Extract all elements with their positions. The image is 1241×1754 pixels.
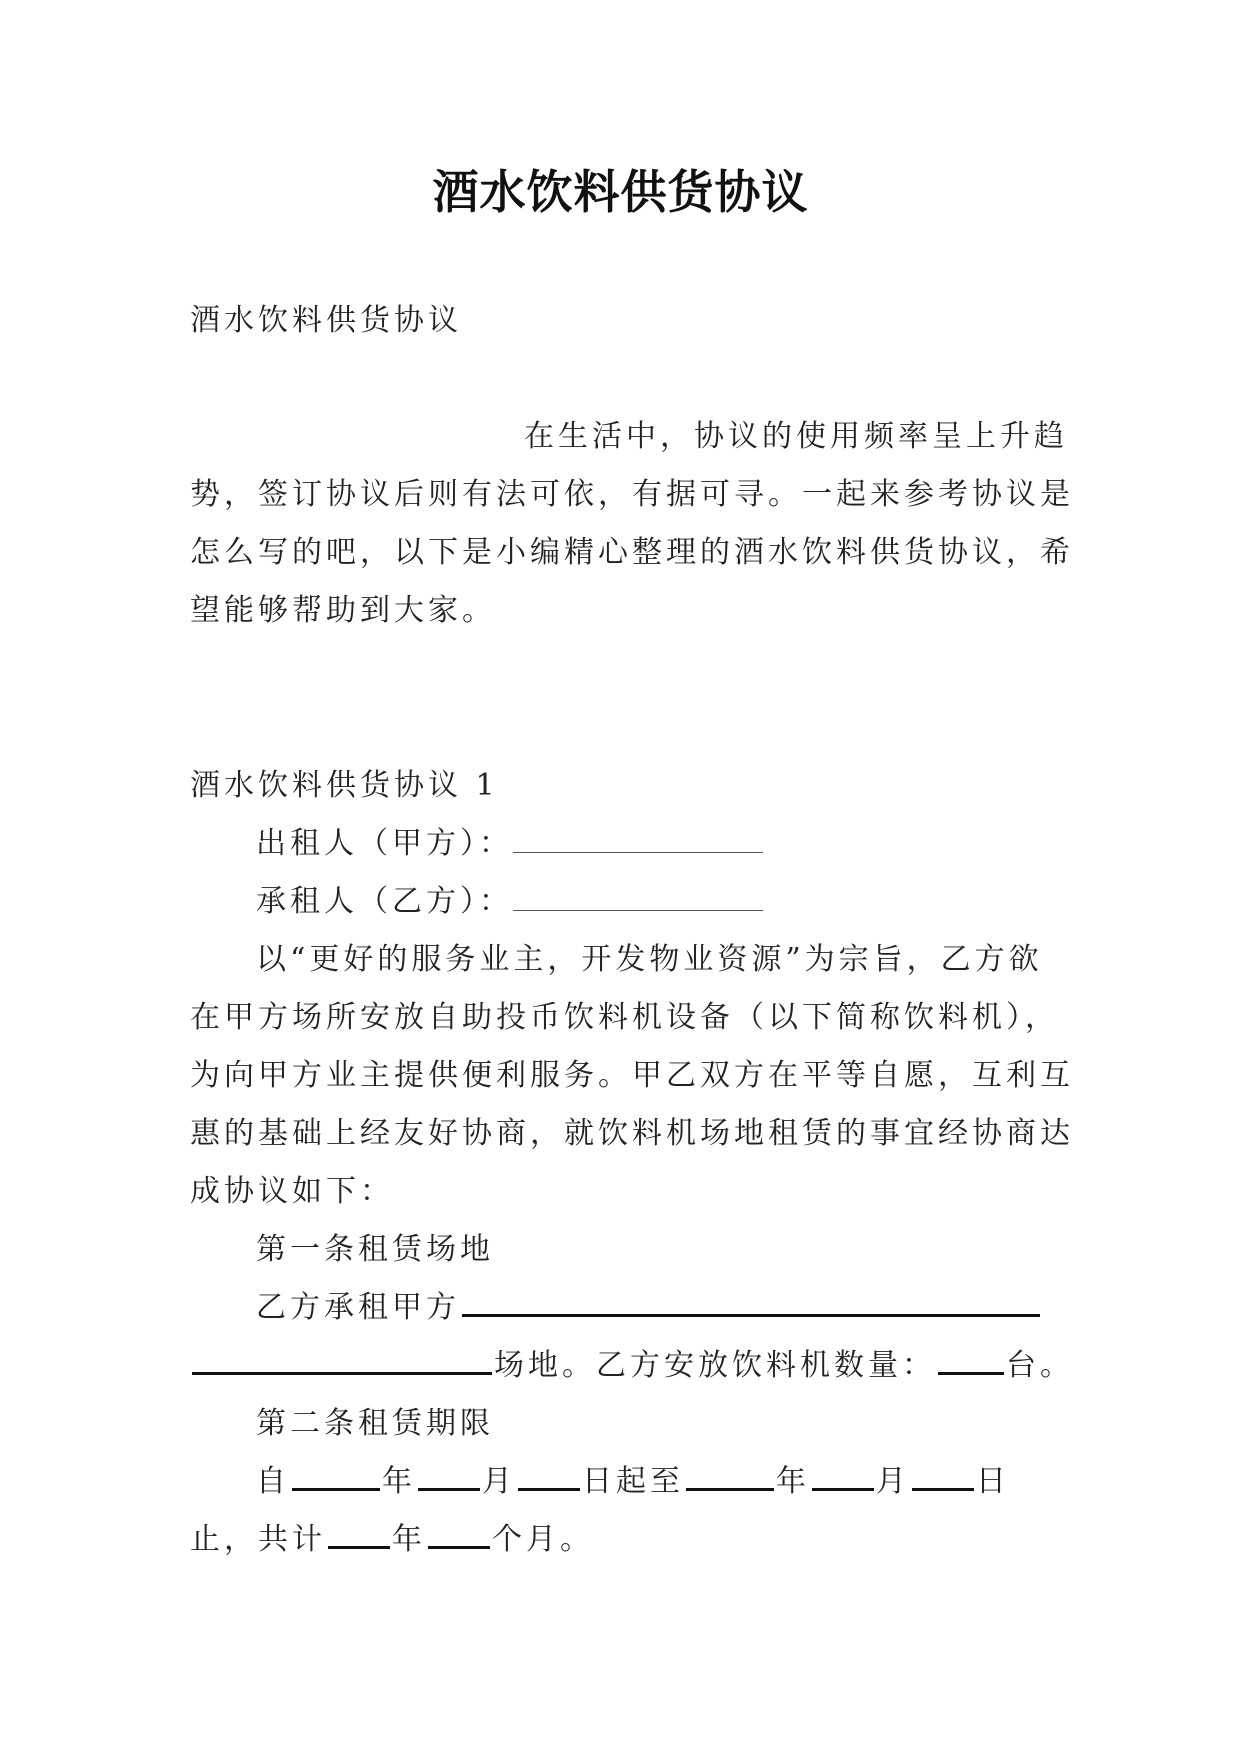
end-year-blank	[686, 1464, 774, 1491]
total-months-blank	[428, 1522, 490, 1549]
intro-line-2: 势，签订协议后则有法可依，有据可寻。一起来参考协议是	[190, 477, 1074, 512]
article-2-line-2	[190, 1514, 594, 1558]
intro-line-4: 望能够帮助到大家。	[190, 593, 496, 628]
total-years-blank	[328, 1522, 390, 1549]
purpose-line-3: 为向甲方业主提供便利服务。甲乙双方在平等自愿，互利互	[190, 1058, 1074, 1093]
venue-blank-1	[462, 1290, 1040, 1317]
intro-line-1: 在生活中，协议的使用频率呈上升趋	[524, 419, 1068, 454]
article-2-from: 自	[256, 1464, 290, 1499]
intro-line-3: 怎么写的吧，以下是小编精心整理的酒水饮料供货协议，希	[190, 535, 1074, 570]
article-2-day-start-to: 日起至	[582, 1464, 684, 1499]
purpose-line-4: 惠的基础上经友好协商，就饮料机场地租赁的事宜经协商达	[190, 1116, 1074, 1151]
article-1-text-2: 场地。乙方安放饮料机数量：	[494, 1348, 936, 1383]
machine-count-blank	[938, 1348, 1004, 1375]
venue-blank-2	[192, 1348, 492, 1375]
article-2-month-1: 月	[482, 1464, 516, 1499]
article-2-month-2: 月	[876, 1464, 910, 1499]
lessee-label: 承租人（乙方）：	[256, 884, 513, 919]
lessor-line	[256, 818, 763, 862]
article-2-months: 个月。	[492, 1522, 594, 1557]
lessee-blank	[513, 888, 763, 911]
article-2-day-end: 日	[976, 1464, 1010, 1499]
article-1-text-1: 乙方承租甲方	[256, 1290, 460, 1325]
document-subtitle: 酒水饮料供货协议	[190, 303, 462, 338]
lessor-label: 出租人（甲方）：	[256, 826, 513, 861]
article-1-line-1	[256, 1282, 1042, 1326]
article-2-year-1: 年	[382, 1464, 416, 1499]
document-title: 酒水饮料供货协议	[432, 165, 809, 219]
purpose-line-2: 在甲方场所安放自助投币饮料机设备（以下简称饮料机），	[190, 1000, 1059, 1035]
end-day-blank	[912, 1464, 974, 1491]
lessor-blank	[513, 830, 763, 853]
start-year-blank	[292, 1464, 380, 1491]
section-heading: 酒水饮料供货协议 1	[190, 768, 499, 803]
article-2-line-1	[256, 1456, 1010, 1500]
article-1-text-3: 台。	[1006, 1348, 1074, 1383]
article-2-heading: 第二条租赁期限	[256, 1406, 494, 1441]
lessee-line	[256, 876, 763, 920]
article-2-year-2: 年	[776, 1464, 810, 1499]
purpose-line-5: 成协议如下：	[190, 1174, 394, 1209]
article-1-line-2	[190, 1340, 1074, 1384]
end-month-blank	[812, 1464, 874, 1491]
start-month-blank	[418, 1464, 480, 1491]
article-2-year-3: 年	[392, 1522, 426, 1557]
article-2-stop: 止，共计	[190, 1522, 326, 1557]
purpose-line-1: 以“更好的服务业主，开发物业资源”为宗旨，乙方欲	[256, 942, 1043, 977]
article-1-heading: 第一条租赁场地	[256, 1232, 494, 1267]
start-day-blank	[518, 1464, 580, 1491]
